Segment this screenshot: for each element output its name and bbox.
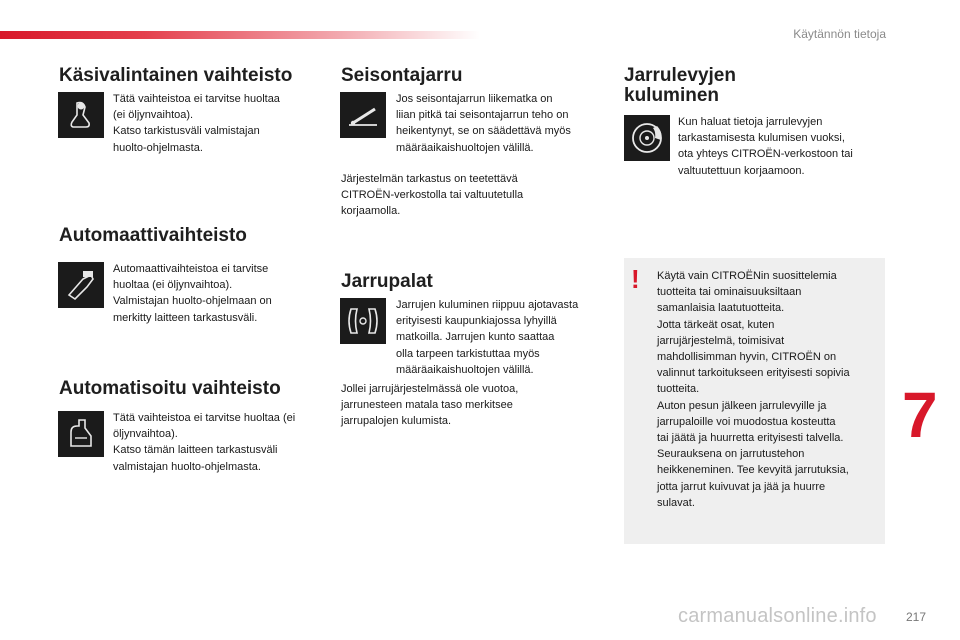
warning-icon: ! bbox=[631, 264, 640, 294]
brake-discs-text bbox=[678, 114, 888, 179]
text-line: Jotta tärkeät osat, kuten bbox=[657, 318, 775, 331]
text-line: määräaikaishuoltojen välillä. bbox=[396, 363, 534, 376]
brake-pads-icon bbox=[340, 298, 386, 344]
manual-gearbox-icon bbox=[58, 92, 104, 138]
text-line: jarrujärjestelmä, toimisivat bbox=[657, 334, 785, 347]
title-line: Jarrulevyjen bbox=[624, 65, 736, 86]
manual-gearbox-text bbox=[113, 91, 323, 156]
text-line: valtuutettuun korjaamoon. bbox=[678, 164, 805, 177]
header-accent-bar bbox=[0, 31, 480, 39]
text-line: Auton pesun jälkeen jarrulevyille ja bbox=[657, 399, 827, 412]
text-line: sulavat. bbox=[657, 496, 695, 509]
text-line: olla tarpeen tarkistuttaa myös bbox=[396, 347, 540, 360]
brake-disc-icon bbox=[624, 115, 670, 161]
page-number: 217 bbox=[906, 610, 927, 624]
chapter-number: 7 bbox=[902, 379, 938, 451]
text-line: mahdollisimman hyvin, CITROËN on bbox=[657, 351, 837, 364]
brake-pads-text bbox=[396, 297, 611, 378]
automated-gearbox-icon bbox=[58, 411, 104, 457]
text-line: tuotteita tai ominaisuuksiltaan bbox=[657, 286, 802, 299]
text-line: liian pitkä tai seisontajarrun teho on bbox=[396, 109, 569, 122]
text-line: Tätä vaihteistoa ei tarvitse huoltaa (ei bbox=[113, 412, 296, 424]
brake-pads-title: Jarrupalat bbox=[341, 271, 433, 292]
text-line: Tätä vaihteistoa ei tarvitse huoltaa bbox=[113, 93, 280, 105]
text-line: korjaamolla. bbox=[341, 205, 401, 218]
text-line: öljynvaihtoa). bbox=[113, 428, 178, 441]
text-line: heikkeneminen. Tee kevyitä jarrutuksia, bbox=[657, 464, 849, 477]
text-line: Seurauksena on jarrutustehon bbox=[657, 448, 805, 461]
title-line: kuluminen bbox=[624, 85, 720, 106]
text-line: Jos seisontajarrun liikematka on bbox=[396, 93, 553, 105]
text-line: CITROËN-verkostolla tai valtuutetulla bbox=[341, 189, 524, 202]
automatic-gearbox-title: Automaattivaihteisto bbox=[59, 225, 247, 246]
text-line: jarrupalojen kulumista. bbox=[341, 415, 452, 428]
text-line: Jollei jarrujärjestelmässä ole vuotoa, bbox=[341, 383, 519, 395]
text-line: Katso tarkistusväli valmistajan bbox=[113, 125, 260, 138]
text-line: Automaattivaihteistoa ei tarvitse bbox=[113, 263, 269, 275]
text-line: samanlaisia laatutuotteita. bbox=[657, 302, 785, 315]
automatic-gearbox-text bbox=[113, 261, 323, 326]
parking-brake-text bbox=[396, 91, 611, 156]
text-line: jarrupaloille voi muodostua kosteutta bbox=[657, 415, 836, 428]
text-line: jarrunesteen matala taso merkitsee bbox=[341, 399, 513, 412]
text-line: Käytä vain CITROËNin suosittelemia bbox=[657, 270, 837, 282]
text-line: Järjestelmän tarkastus on teetettävä bbox=[341, 173, 518, 185]
parking-brake-text-2 bbox=[341, 171, 591, 220]
text-line: Valmistajan huolto-ohjelmaan on bbox=[113, 295, 272, 308]
text-line: huoltaa (ei öljynvaihtoa). bbox=[113, 279, 233, 292]
text-line: heikentynyt, se on säädettävä myös bbox=[396, 125, 571, 138]
text-line: määräaikaishuoltojen välillä. bbox=[396, 141, 534, 154]
text-line: tai jäätä ja huurretta erityisesti talvella. bbox=[657, 432, 844, 445]
text-line: valinnut tarkoitukseen erityisesti sopivia bbox=[657, 367, 850, 380]
parking-brake-title: Seisontajarru bbox=[341, 65, 463, 86]
text-line: (ei öljynvaihtoa). bbox=[113, 109, 194, 122]
watermark: carmanualsonline.info bbox=[678, 605, 877, 627]
automated-gearbox-text bbox=[113, 410, 328, 475]
text-line: merkitty laitteen tarkastusväli. bbox=[113, 311, 258, 324]
text-line: tuotteita. bbox=[657, 383, 700, 396]
text-line: Katso tämän laitteen tarkastusväli bbox=[113, 444, 278, 457]
note-text bbox=[657, 268, 879, 511]
automated-gearbox-title: Automatisoitu vaihteisto bbox=[59, 378, 281, 399]
text-line: ota yhteys CITROËN-verkostoon tai bbox=[678, 148, 853, 161]
text-line: valmistajan huolto-ohjelmasta. bbox=[113, 460, 261, 473]
text-line: matkoilla. Jarrujen kunto saattaa bbox=[396, 331, 555, 344]
brake-discs-title bbox=[624, 66, 736, 106]
text-line: Kun haluat tietoja jarrulevyjen bbox=[678, 116, 823, 128]
brake-pads-text-2 bbox=[341, 381, 591, 430]
text-line: jotta jarrut kuivuvat ja jää ja huurre bbox=[657, 480, 826, 493]
text-line: tarkastamisesta kulumisen vuoksi, bbox=[678, 132, 845, 145]
text-line: erityisesti kaupunkiajossa lyhyillä bbox=[396, 315, 557, 328]
page-header-title: Käytännön tietoja bbox=[793, 27, 886, 41]
parking-brake-icon bbox=[340, 92, 386, 138]
manual-gearbox-title: Käsivalintainen vaihteisto bbox=[59, 65, 293, 86]
text-line: Jarrujen kuluminen riippuu ajotavasta bbox=[396, 299, 579, 311]
text-line: huolto-ohjelmasta. bbox=[113, 141, 203, 154]
automatic-gearbox-icon bbox=[58, 262, 104, 308]
